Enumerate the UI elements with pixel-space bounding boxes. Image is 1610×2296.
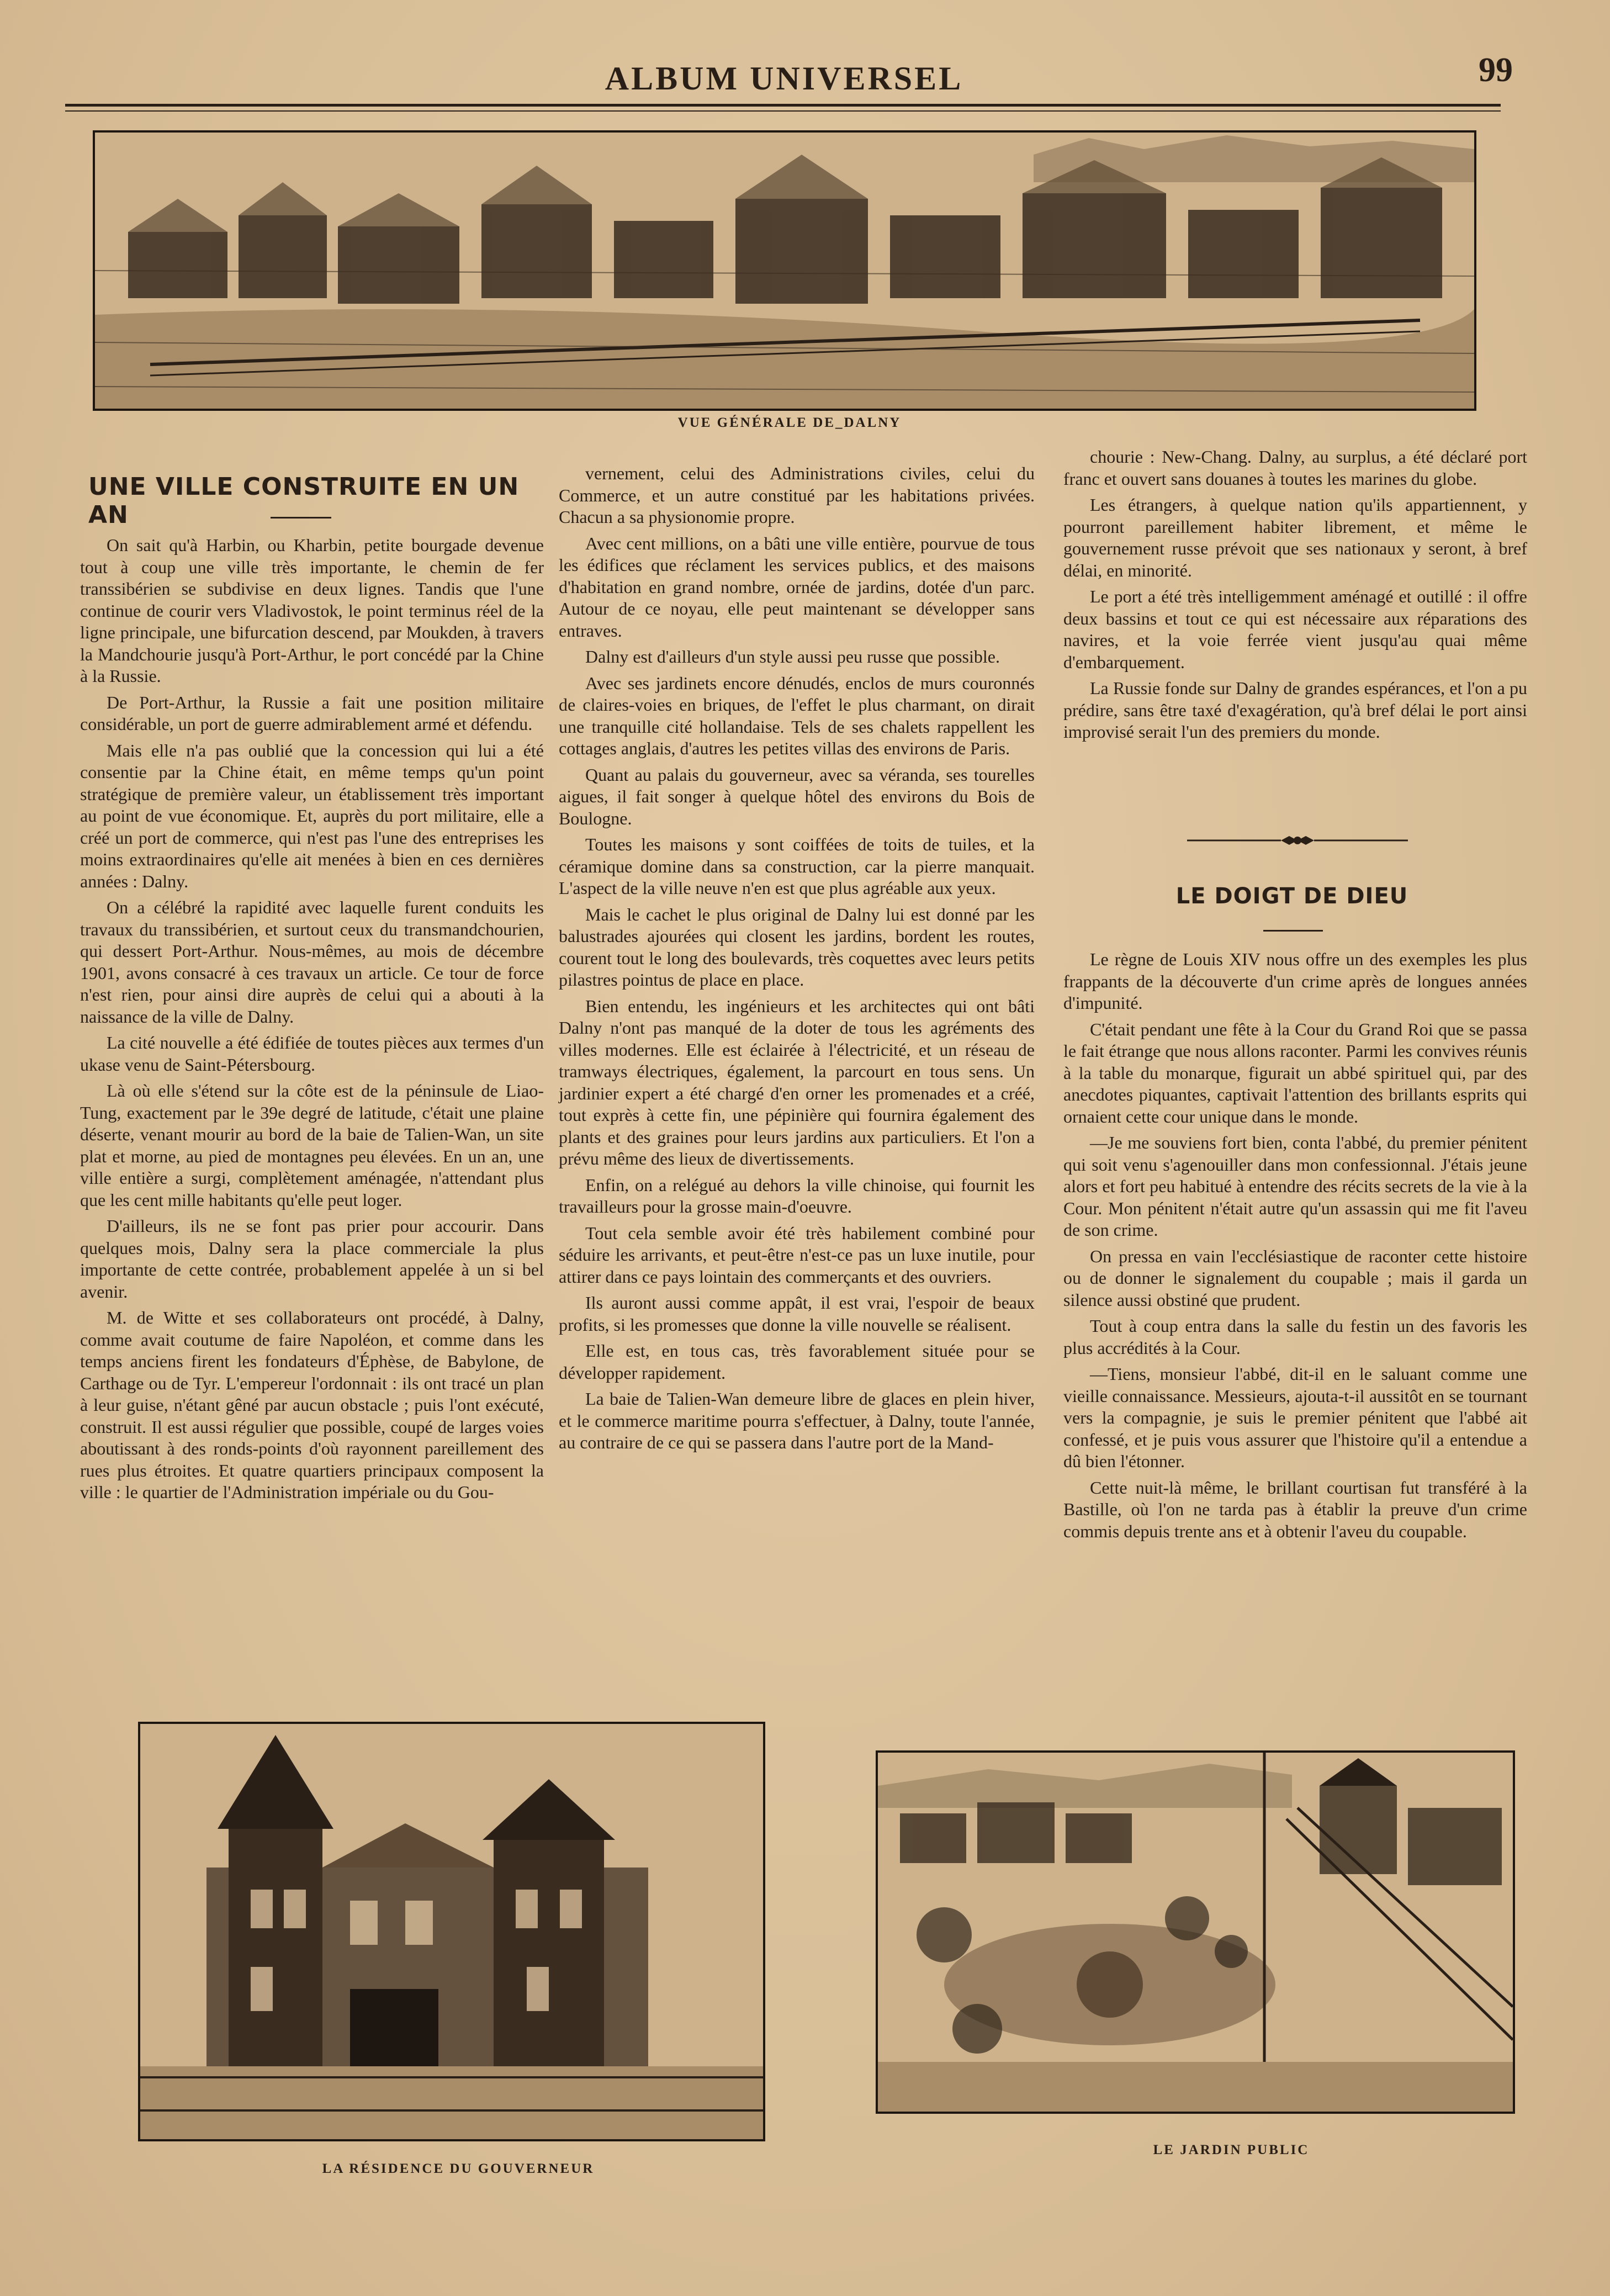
paragraph: On pressa en vain l'ecclésiastique de raconter cette histoire ou de donner le signalement du coupable ; mais il garda un silence aussi obstiné que prudent. <box>1063 1246 1527 1310</box>
paragraph: Le port a été très intelligemment aménagé et outillé : il offre deux bassins et tout ce qui est nécessaire aux réparations des navires, et la voie ferrée vient jusqu'au quai même d'embarquement. <box>1063 586 1527 672</box>
paragraph: Le règne de Louis XIV nous offre un des exemples les plus frappants de la découverte d'un crime après de longues années d'impunité. <box>1063 949 1527 1013</box>
paragraph: Quant au palais du gouverneur, avec sa véranda, ses tourelles aigues, il fait songer à quelque hôtel des environs du Bois de Boulogne. <box>559 764 1035 828</box>
article-title-2: LE DOIGT DE DIEU <box>1175 884 1408 909</box>
paragraph: Avec ses jardinets encore dénudés, enclos de murs couronnés de claires-voies en briques, de l'effet le plus charmant, on dirait une tranquille cité hollandaise. Tels de ses chalets rappellent les cottages anglais, d'autres les petites villas des environs de Paris. <box>559 673 1035 758</box>
public-garden-engraving <box>876 1750 1515 2114</box>
header-rule-thin <box>65 110 1501 112</box>
paragraph: Les étrangers, à quelque nation qu'ils appartiennent, y pourront pareillement habiter librement, et même le gouvernement russe prévoit que ses nationaux y seront, à bref délai, en minorité. <box>1063 495 1527 580</box>
main-illustration-caption: VUE GÉNÉRALE DE_DALNY <box>677 415 902 430</box>
page-number: 99 <box>1479 51 1513 89</box>
paragraph: —Je me souviens fort bien, conta l'abbé, du premier pénitent qui soit venu s'agenouiller dans mon confessionnal. J'étais jeune alors et fort peu habitué à entendre des récits secrets de la vie à la Cour. Mon pénitent n'était autre qu'un assassin qui me fit l'aveu de son crime. <box>1063 1133 1527 1240</box>
paragraph: Avec cent millions, on a bâti une ville entière, pourvue de tous les édifices que réclament les services publics, et des maisons d'habitation en grand nombre, ornée de jardins, dotée d'un parc. Autour de ce noyau, elle peut maintenant se développer sans entraves. <box>559 533 1035 641</box>
paragraph: On a célébré la rapidité avec laquelle furent conduits les travaux du transsibérien, et surtout ceux du transmandchourien, qui dessert Port-Arthur. Nous-mêmes, au mois de décembre 1901, avons consacré à ces travaux un article. Ce tour de force n'est rien, pour ainsi dire auprès de celui qui a abouti à la naissance de la ville de Dalny. <box>80 897 544 1027</box>
paragraph: vernement, celui des Administrations civiles, celui du Commerce, et un autre constitué par les habitations privées. Chacun a sa physionomie propre. <box>559 463 1035 527</box>
residence-caption: LA RÉSIDENCE DU GOUVERNEUR <box>322 2161 595 2176</box>
paragraph: C'était pendant une fête à la Cour du Grand Roi que se passa le fait étrange que nous allons raconter. Parmi les convives réunis à la table du monarque, figurait un abbé spirituel qui, par des anecdotes piquantes, captivait l'attention des brillants esprits qui ornaient cette cour unique dans le monde. <box>1063 1019 1527 1126</box>
masthead-title: ALBUM UNIVERSEL <box>605 60 963 97</box>
paragraph: M. de Witte et ses collaborateurs ont procédé, à Dalny, comme avait coutume de faire Napoléon, et comme dans les temps anciens firent les fondateurs d'Éphèse, de Babylone, de Carthage ou de Tyr. L'empereur l'ordonnait : ils ont tracé un plan à leur guise, n'étant gêné par aucun obstacle ; puis l'ont exécuté, construit. Il est aussi régulier que possible, coupé de larges voies aboutissant à des ronds-points d'où rayonnent pareillement des rues plus étroites. Et quatre quartiers principaux composent la ville : le quartier de l'Administration impériale ou du Gou- <box>80 1308 544 1502</box>
paragraph: Bien entendu, les ingénieurs et les architectes qui ont bâti Dalny n'ont pas manqué de la doter de tous les agréments des villes modernes. Elle est éclairée à l'électricité, et un réseau de tramways électriques, également, la parcourt en tous sens. Un jardinier expert a été chargé d'en orner les promenades et a créé, tout exprès à cette fin, une pépinière qui fournira également des plants et des graines pour leurs jardins aux particuliers. Et l'on a prévu même des lieux de divertissements. <box>559 996 1035 1168</box>
ornament-divider-icon <box>1187 829 1408 851</box>
title-underline-2 <box>1263 930 1323 932</box>
paragraph: Mais elle n'a pas oublié que la concession qui lui a été consentie par la Chine était, en même temps qu'un point stratégique de première valeur, un établissement très important au point de vue économique. Et, auprès du port militaire, elle a créé un port de commerce, qui n'est pas l'une des entreprises les moins extraordinaires qu'elle ait menées à bien en ces dernières années : Dalny. <box>80 740 544 891</box>
article-column-3 <box>1063 446 1527 748</box>
article-column-4 <box>1063 949 1527 1547</box>
article-column-1 <box>80 535 544 1508</box>
paragraph: Tout à coup entra dans la salle du festin un des favoris les plus accrédités à la Cour. <box>1063 1316 1527 1358</box>
paragraph: Dalny est d'ailleurs d'un style aussi peu russe que possible. <box>585 647 1000 666</box>
paragraph: On sait qu'à Harbin, ou Kharbin, petite bourgade devenue tout à coup une ville très importante, le chemin de fer transsibérien se subdivise en deux lignes. Tandis que l'une continue de courir vers Vladivostok, le point terminus réel de la ligne principale, une bifurcation descend, par Moukden, à travers la Mandchourie jusqu'à Port-Arthur, le port concédé par la Chine à la Russie. <box>80 535 544 686</box>
article-column-2 <box>559 463 1035 1458</box>
paragraph: Tout cela semble avoir été très habilement combiné pour séduire les arrivants, et peut-être n'est-ce pas un luxe inutile, pour attirer dans ce pays lointain des commerçants et des ouvriers. <box>559 1223 1035 1287</box>
paragraph: —Tiens, monsieur l'abbé, dit-il en le saluant comme une vieille connaissance. Messieurs, ajouta-t-il aussitôt en se tournant vers la compagnie, je suis le premier pénitent que l'abbé ait confessé, et je puis vous assurer que l'histoire qu'il a entendue a dû bien l'étonner. <box>1063 1364 1527 1471</box>
header-rule <box>65 104 1501 107</box>
paragraph: La Russie fonde sur Dalny de grandes espérances, et l'on a pu prédire, sans être taxé d'exagération, qu'à bref délai le port ainsi improvisé serait l'un des premiers du monde. <box>1063 678 1527 742</box>
article-title: UNE VILLE CONSTRUITE EN UN AN <box>88 473 520 529</box>
paragraph: La baie de Talien-Wan demeure libre de glaces en plein hiver, et le commerce maritime pourra s'effectuer, à Dalny, toute l'année, au contraire de ce qui se passera dans l'autre port de la Mand- <box>559 1389 1035 1452</box>
paragraph: D'ailleurs, ils ne se font pas prier pour accourir. Dans quelques mois, Dalny sera la place commerciale la plus importante de cette contrée, probablement appelée à un si bel avenir. <box>80 1216 544 1302</box>
paragraph: De Port-Arthur, la Russie a fait une position militaire considérable, un port de guerre admirablement armé et défendu. <box>80 692 544 734</box>
paragraph: chourie : New-Chang. Dalny, au surplus, a été déclaré port franc et ouvert sans douanes à toutes les marines du globe. <box>1063 447 1527 489</box>
paragraph: Là où elle s'étend sur la côte est de la péninsule de Liao-Tung, exactement par le 39e degré de latitude, c'était une plaine déserte, venant mourir au bord de la baie de Talien-Wan, un site plat et morne, au pied de montagnes peu élevées. En un an, une ville entière a surgi, complètement aménagée, n'attendant plus que les cent mille habitants qu'elle peut loger. <box>80 1081 544 1210</box>
paragraph: Mais le cachet le plus original de Dalny lui est donné par les balustrades ajourées qui closent les jardins, bordent les routes, courent tout le long des boulevards, très coquettes avec leurs petits pilastres pointus de place en place. <box>559 904 1035 990</box>
paragraph: Toutes les maisons y sont coiffées de toits de tuiles, et la céramique domine dans sa construction, car la pierre manquait. L'aspect de la ville neuve n'en est que plus agréable aux yeux. <box>559 834 1035 898</box>
dalny-panorama-engraving <box>93 130 1476 411</box>
garden-caption: LE JARDIN PUBLIC <box>1153 2142 1310 2157</box>
paragraph: Enfin, on a relégué au dehors la ville chinoise, qui fournit les travailleurs pour la grosse main-d'oeuvre. <box>559 1175 1035 1216</box>
paragraph: Cette nuit-là même, le brillant courtisan fut transféré à la Bastille, où l'on ne tarda pas à établir la preuve d'un crime commis depuis trente ans et à obtenir l'aveu du coupable. <box>1063 1477 1527 1541</box>
paragraph: Elle est, en tous cas, très favorablement située pour se développer rapidement. <box>559 1341 1035 1383</box>
title-underline <box>271 517 331 519</box>
paragraph: La cité nouvelle a été édifiée de toutes pièces aux termes d'un ukase venu de Saint-Pétersbourg. <box>80 1033 544 1075</box>
governor-residence-engraving <box>138 1722 765 2141</box>
paragraph: Ils auront aussi comme appât, il est vrai, l'espoir de beaux profits, si les promesses que donne la ville nouvelle se réalisent. <box>559 1293 1035 1335</box>
